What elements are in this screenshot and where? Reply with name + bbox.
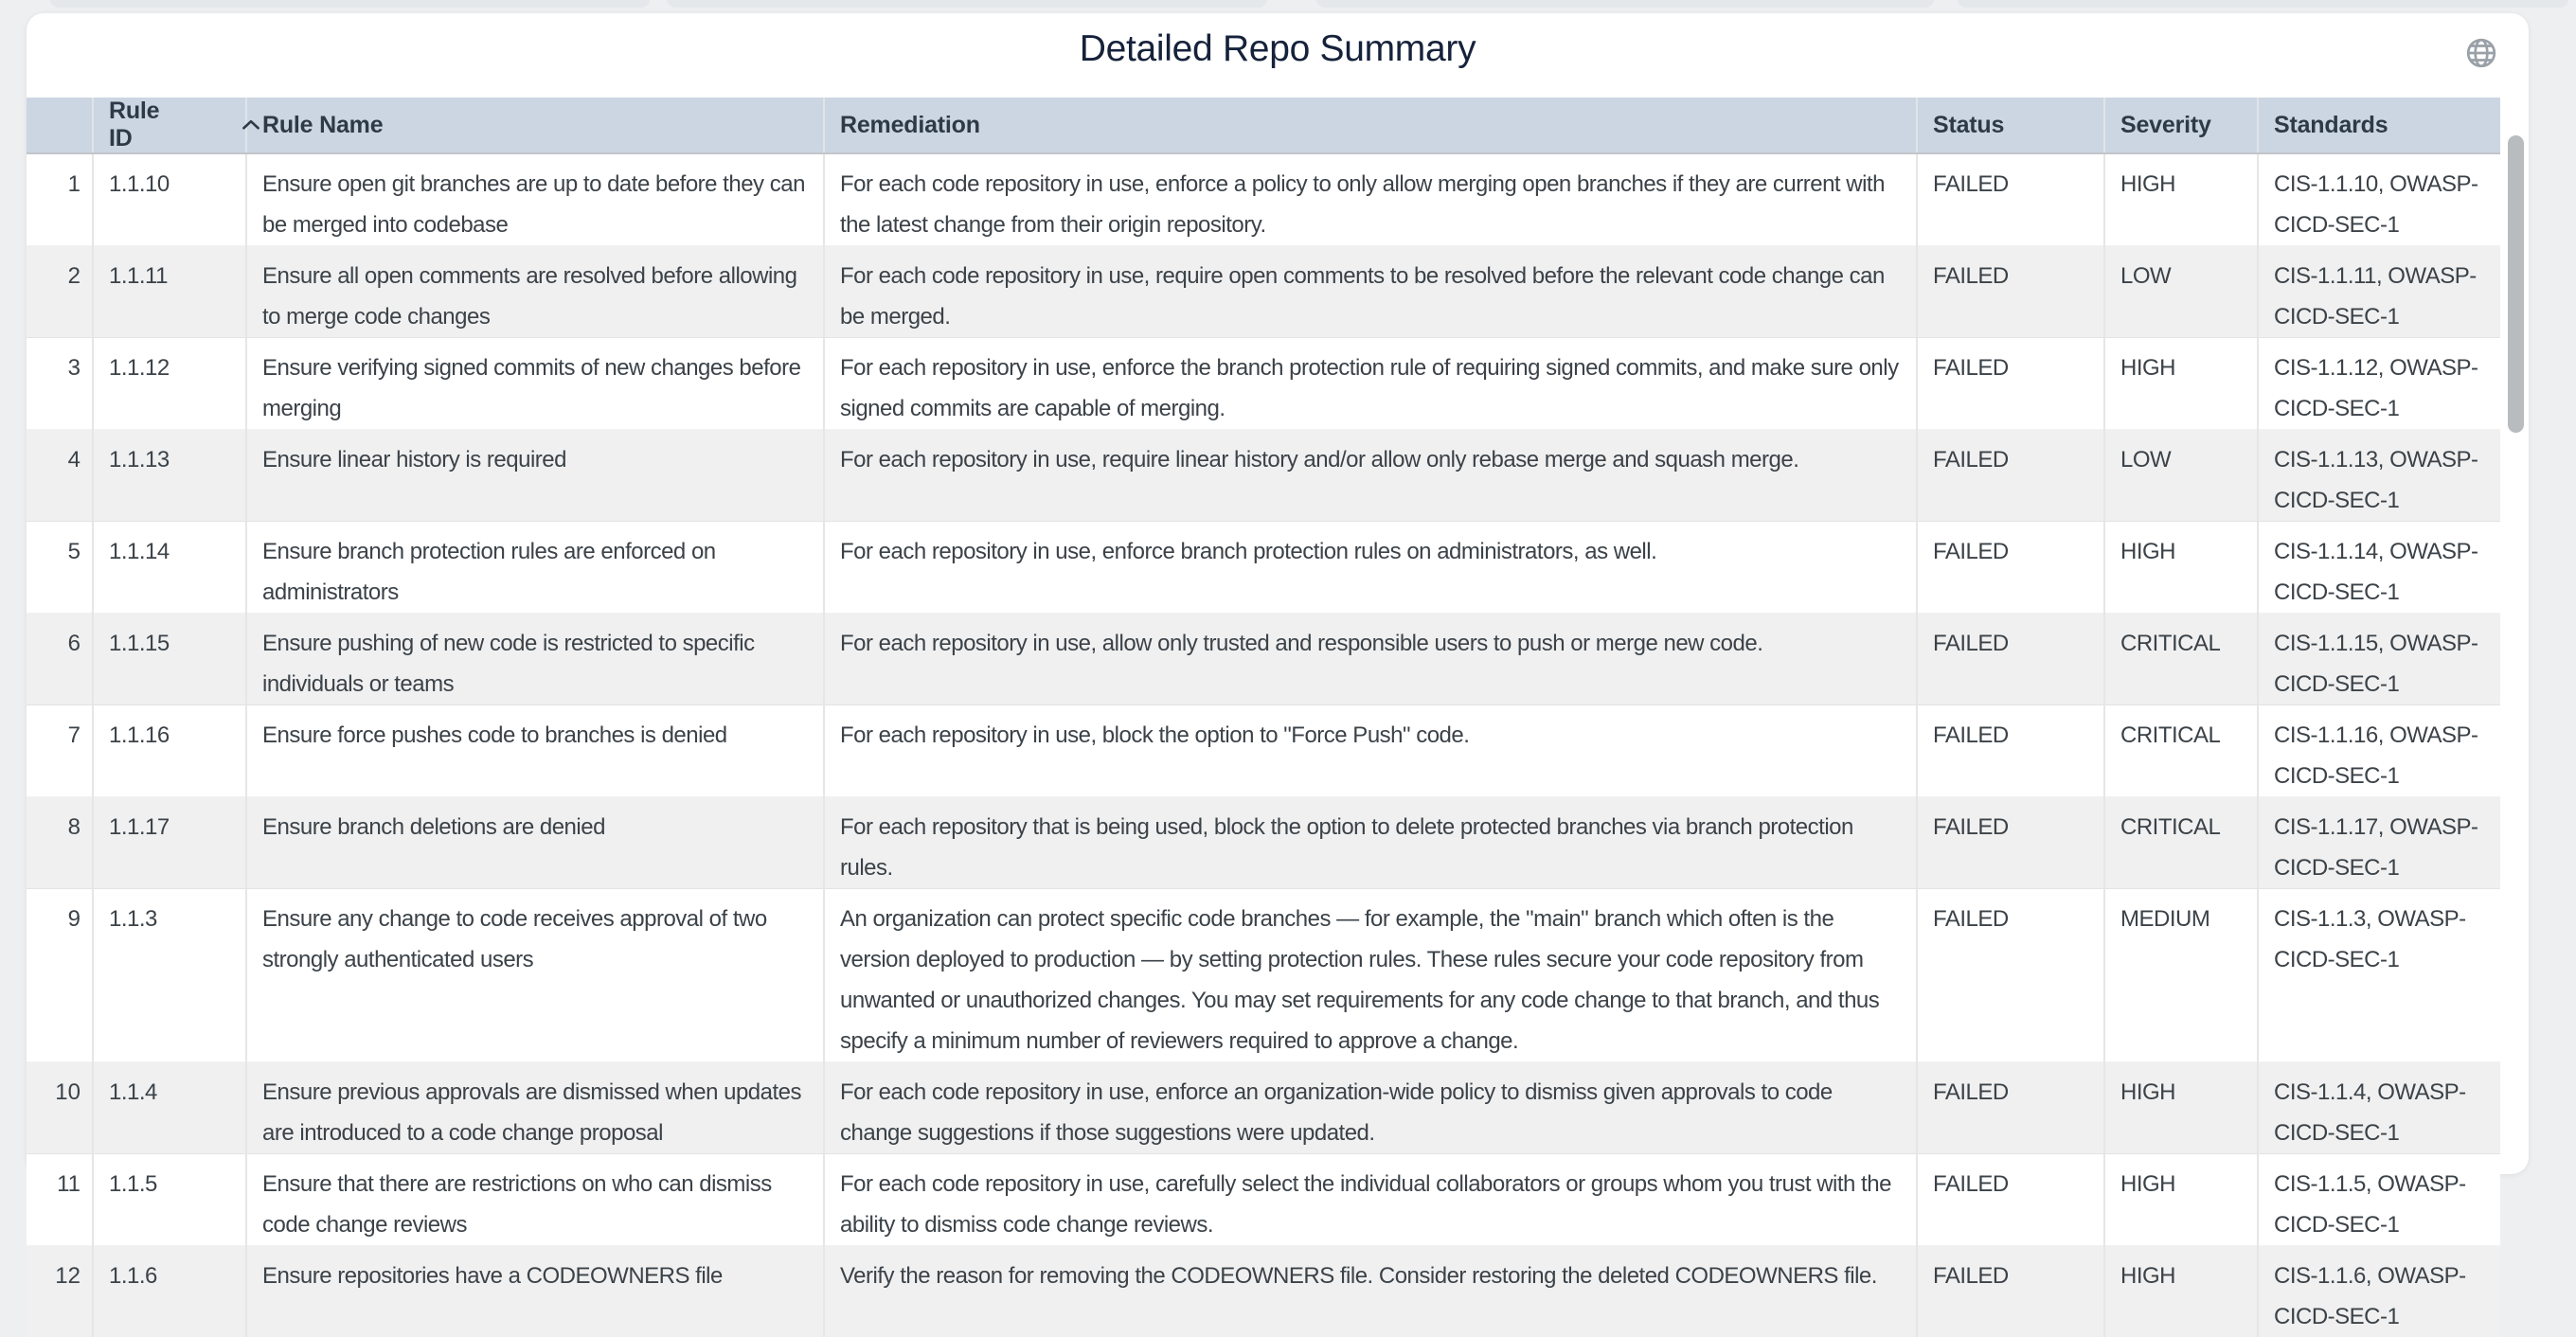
remediation-cell: For each code repository in use, enforce a policy to only allow merging open branches if they are current with the latest change from their origin repository.	[824, 153, 1917, 246]
rule-id-cell: 1.1.16	[93, 705, 246, 797]
rule-name-cell: Ensure all open comments are resolved before allowing to merge code changes	[246, 246, 824, 338]
standards-cell: CIS-1.1.17, OWASP-CICD-SEC-1	[2258, 797, 2500, 889]
severity-cell: HIGH	[2104, 522, 2258, 614]
rule-id-cell: 1.1.13	[93, 430, 246, 522]
standards-cell: CIS-1.1.6, OWASP-CICD-SEC-1	[2258, 1246, 2500, 1337]
row-index: 3	[27, 338, 93, 430]
top-segment-3[interactable]	[1316, 0, 1934, 8]
table-row	[27, 430, 2500, 522]
status-cell: FAILED	[1917, 889, 2104, 1062]
standards-cell: CIS-1.1.4, OWASP-CICD-SEC-1	[2258, 1062, 2500, 1154]
rule-id-cell: 1.1.3	[93, 889, 246, 1062]
severity-cell: LOW	[2104, 430, 2258, 522]
page-title: Detailed Repo Summary	[27, 28, 2529, 70]
repo-summary-table	[27, 98, 2500, 1337]
severity-cell: CRITICAL	[2104, 614, 2258, 705]
rule-name-cell: Ensure open git branches are up to date before they can be merged into codebase	[246, 153, 824, 246]
rule-id-cell: 1.1.11	[93, 246, 246, 338]
table-row	[27, 153, 2500, 246]
standards-cell: CIS-1.1.15, OWASP-CICD-SEC-1	[2258, 614, 2500, 705]
status-cell: FAILED	[1917, 522, 2104, 614]
rule-name-cell: Ensure that there are restrictions on who can dismiss code change reviews	[246, 1154, 824, 1246]
row-index: 5	[27, 522, 93, 614]
rule-id-cell: 1.1.10	[93, 153, 246, 246]
table-row	[27, 614, 2500, 705]
table-row	[27, 338, 2500, 430]
standards-cell: CIS-1.1.12, OWASP-CICD-SEC-1	[2258, 338, 2500, 430]
table-row	[27, 522, 2500, 614]
column-header-rule-id[interactable]	[93, 98, 246, 153]
status-cell: FAILED	[1917, 1246, 2104, 1337]
row-index: 9	[27, 889, 93, 1062]
rule-id-cell: 1.1.6	[93, 1246, 246, 1337]
table-row	[27, 705, 2500, 797]
rule-id-cell: 1.1.5	[93, 1154, 246, 1246]
row-index: 12	[27, 1246, 93, 1337]
table-row	[27, 797, 2500, 889]
status-cell: FAILED	[1917, 338, 2104, 430]
status-cell: FAILED	[1917, 246, 2104, 338]
severity-cell: MEDIUM	[2104, 889, 2258, 1062]
table-row	[27, 1062, 2500, 1154]
top-segment-1[interactable]	[50, 0, 650, 8]
chevron-up-icon[interactable]	[239, 113, 263, 137]
remediation-cell: For each code repository in use, carefully select the individual collaborators or groups whom you trust with the ability to dismiss code change reviews.	[824, 1154, 1917, 1246]
table-row	[27, 1154, 2500, 1246]
column-header-severity[interactable]: Severity	[2104, 98, 2258, 153]
table-row	[27, 246, 2500, 338]
severity-cell: HIGH	[2104, 338, 2258, 430]
top-segment-4[interactable]	[1958, 0, 2568, 8]
rule-name-cell: Ensure any change to code receives approval of two strongly authenticated users	[246, 889, 824, 1062]
status-cell: FAILED	[1917, 430, 2104, 522]
row-index: 8	[27, 797, 93, 889]
standards-cell: CIS-1.1.14, OWASP-CICD-SEC-1	[2258, 522, 2500, 614]
standards-cell: CIS-1.1.11, OWASP-CICD-SEC-1	[2258, 246, 2500, 338]
status-cell: FAILED	[1917, 797, 2104, 889]
standards-cell: CIS-1.1.5, OWASP-CICD-SEC-1	[2258, 1154, 2500, 1246]
table-scrollbar-thumb[interactable]	[2508, 135, 2524, 433]
severity-cell: LOW	[2104, 246, 2258, 338]
row-index: 1	[27, 153, 93, 246]
table-row	[27, 1246, 2500, 1337]
rule-id-cell: 1.1.4	[93, 1062, 246, 1154]
standards-cell: CIS-1.1.10, OWASP-CICD-SEC-1	[2258, 153, 2500, 246]
row-index: 10	[27, 1062, 93, 1154]
status-cell: FAILED	[1917, 1154, 2104, 1246]
remediation-cell: For each code repository in use, require open comments to be resolved before the relevant code change can be merged.	[824, 246, 1917, 338]
standards-cell: CIS-1.1.3, OWASP-CICD-SEC-1	[2258, 889, 2500, 1062]
rule-name-cell: Ensure linear history is required	[246, 430, 824, 522]
rule-id-cell: 1.1.12	[93, 338, 246, 430]
row-index: 6	[27, 614, 93, 705]
status-cell: FAILED	[1917, 614, 2104, 705]
detailed-repo-summary-card	[27, 13, 2529, 1174]
column-header-index	[27, 98, 93, 153]
column-header-status[interactable]: Status	[1917, 98, 2104, 153]
column-header-remediation[interactable]: Remediation	[824, 98, 1917, 153]
remediation-cell: Verify the reason for removing the CODEOWNERS file. Consider restoring the deleted CODEOWNERS file.	[824, 1246, 1917, 1337]
rule-id-cell: 1.1.17	[93, 797, 246, 889]
row-index: 2	[27, 246, 93, 338]
remediation-cell: For each code repository in use, enforce an organization-wide policy to dismiss given approvals to code change suggestions if those suggestions were updated.	[824, 1062, 1917, 1154]
severity-cell: HIGH	[2104, 153, 2258, 246]
severity-cell: HIGH	[2104, 1246, 2258, 1337]
column-header-label: Rule ID	[109, 98, 159, 152]
remediation-cell: For each repository in use, block the option to "Force Push" code.	[824, 705, 1917, 797]
standards-cell: CIS-1.1.16, OWASP-CICD-SEC-1	[2258, 705, 2500, 797]
row-index: 7	[27, 705, 93, 797]
rule-name-cell: Ensure repositories have a CODEOWNERS file	[246, 1246, 824, 1337]
rule-name-cell: Ensure pushing of new code is restricted to specific individuals or teams	[246, 614, 824, 705]
status-cell: FAILED	[1917, 153, 2104, 246]
severity-cell: HIGH	[2104, 1154, 2258, 1246]
row-index: 4	[27, 430, 93, 522]
severity-cell: CRITICAL	[2104, 797, 2258, 889]
status-cell: FAILED	[1917, 705, 2104, 797]
top-segment-2[interactable]	[667, 0, 1267, 8]
remediation-cell: For each repository in use, allow only trusted and responsible users to push or merge new code.	[824, 614, 1917, 705]
table-row	[27, 889, 2500, 1062]
globe-icon[interactable]	[2464, 36, 2498, 70]
column-header-rule-name[interactable]: Rule Name	[246, 98, 824, 153]
row-index: 11	[27, 1154, 93, 1246]
status-cell: FAILED	[1917, 1062, 2104, 1154]
rule-name-cell: Ensure verifying signed commits of new changes before merging	[246, 338, 824, 430]
remediation-cell: An organization can protect specific code branches — for example, the "main" branch which often is the version deployed to production — by setting protection rules. These rules secure your code repository from unwanted or unauthorized changes. You may set requirements for any code change to that branch, and thus specify a minimum number of reviewers required to approve a change.	[824, 889, 1917, 1062]
remediation-cell: For each repository in use, enforce the branch protection rule of requiring signed commits, and make sure only signed commits are capable of merging.	[824, 338, 1917, 430]
rule-name-cell: Ensure branch deletions are denied	[246, 797, 824, 889]
severity-cell: HIGH	[2104, 1062, 2258, 1154]
remediation-cell: For each repository in use, enforce branch protection rules on administrators, as well.	[824, 522, 1917, 614]
rule-id-cell: 1.1.15	[93, 614, 246, 705]
rule-name-cell: Ensure previous approvals are dismissed when updates are introduced to a code change proposal	[246, 1062, 824, 1154]
column-header-standards[interactable]: Standards	[2258, 98, 2500, 153]
table-header-row	[27, 98, 2500, 153]
rule-name-cell: Ensure force pushes code to branches is denied	[246, 705, 824, 797]
rule-id-cell: 1.1.14	[93, 522, 246, 614]
severity-cell: CRITICAL	[2104, 705, 2258, 797]
remediation-cell: For each repository that is being used, block the option to delete protected branches via branch protection rules.	[824, 797, 1917, 889]
rule-name-cell: Ensure branch protection rules are enforced on administrators	[246, 522, 824, 614]
standards-cell: CIS-1.1.13, OWASP-CICD-SEC-1	[2258, 430, 2500, 522]
remediation-cell: For each repository in use, require linear history and/or allow only rebase merge and squash merge.	[824, 430, 1917, 522]
